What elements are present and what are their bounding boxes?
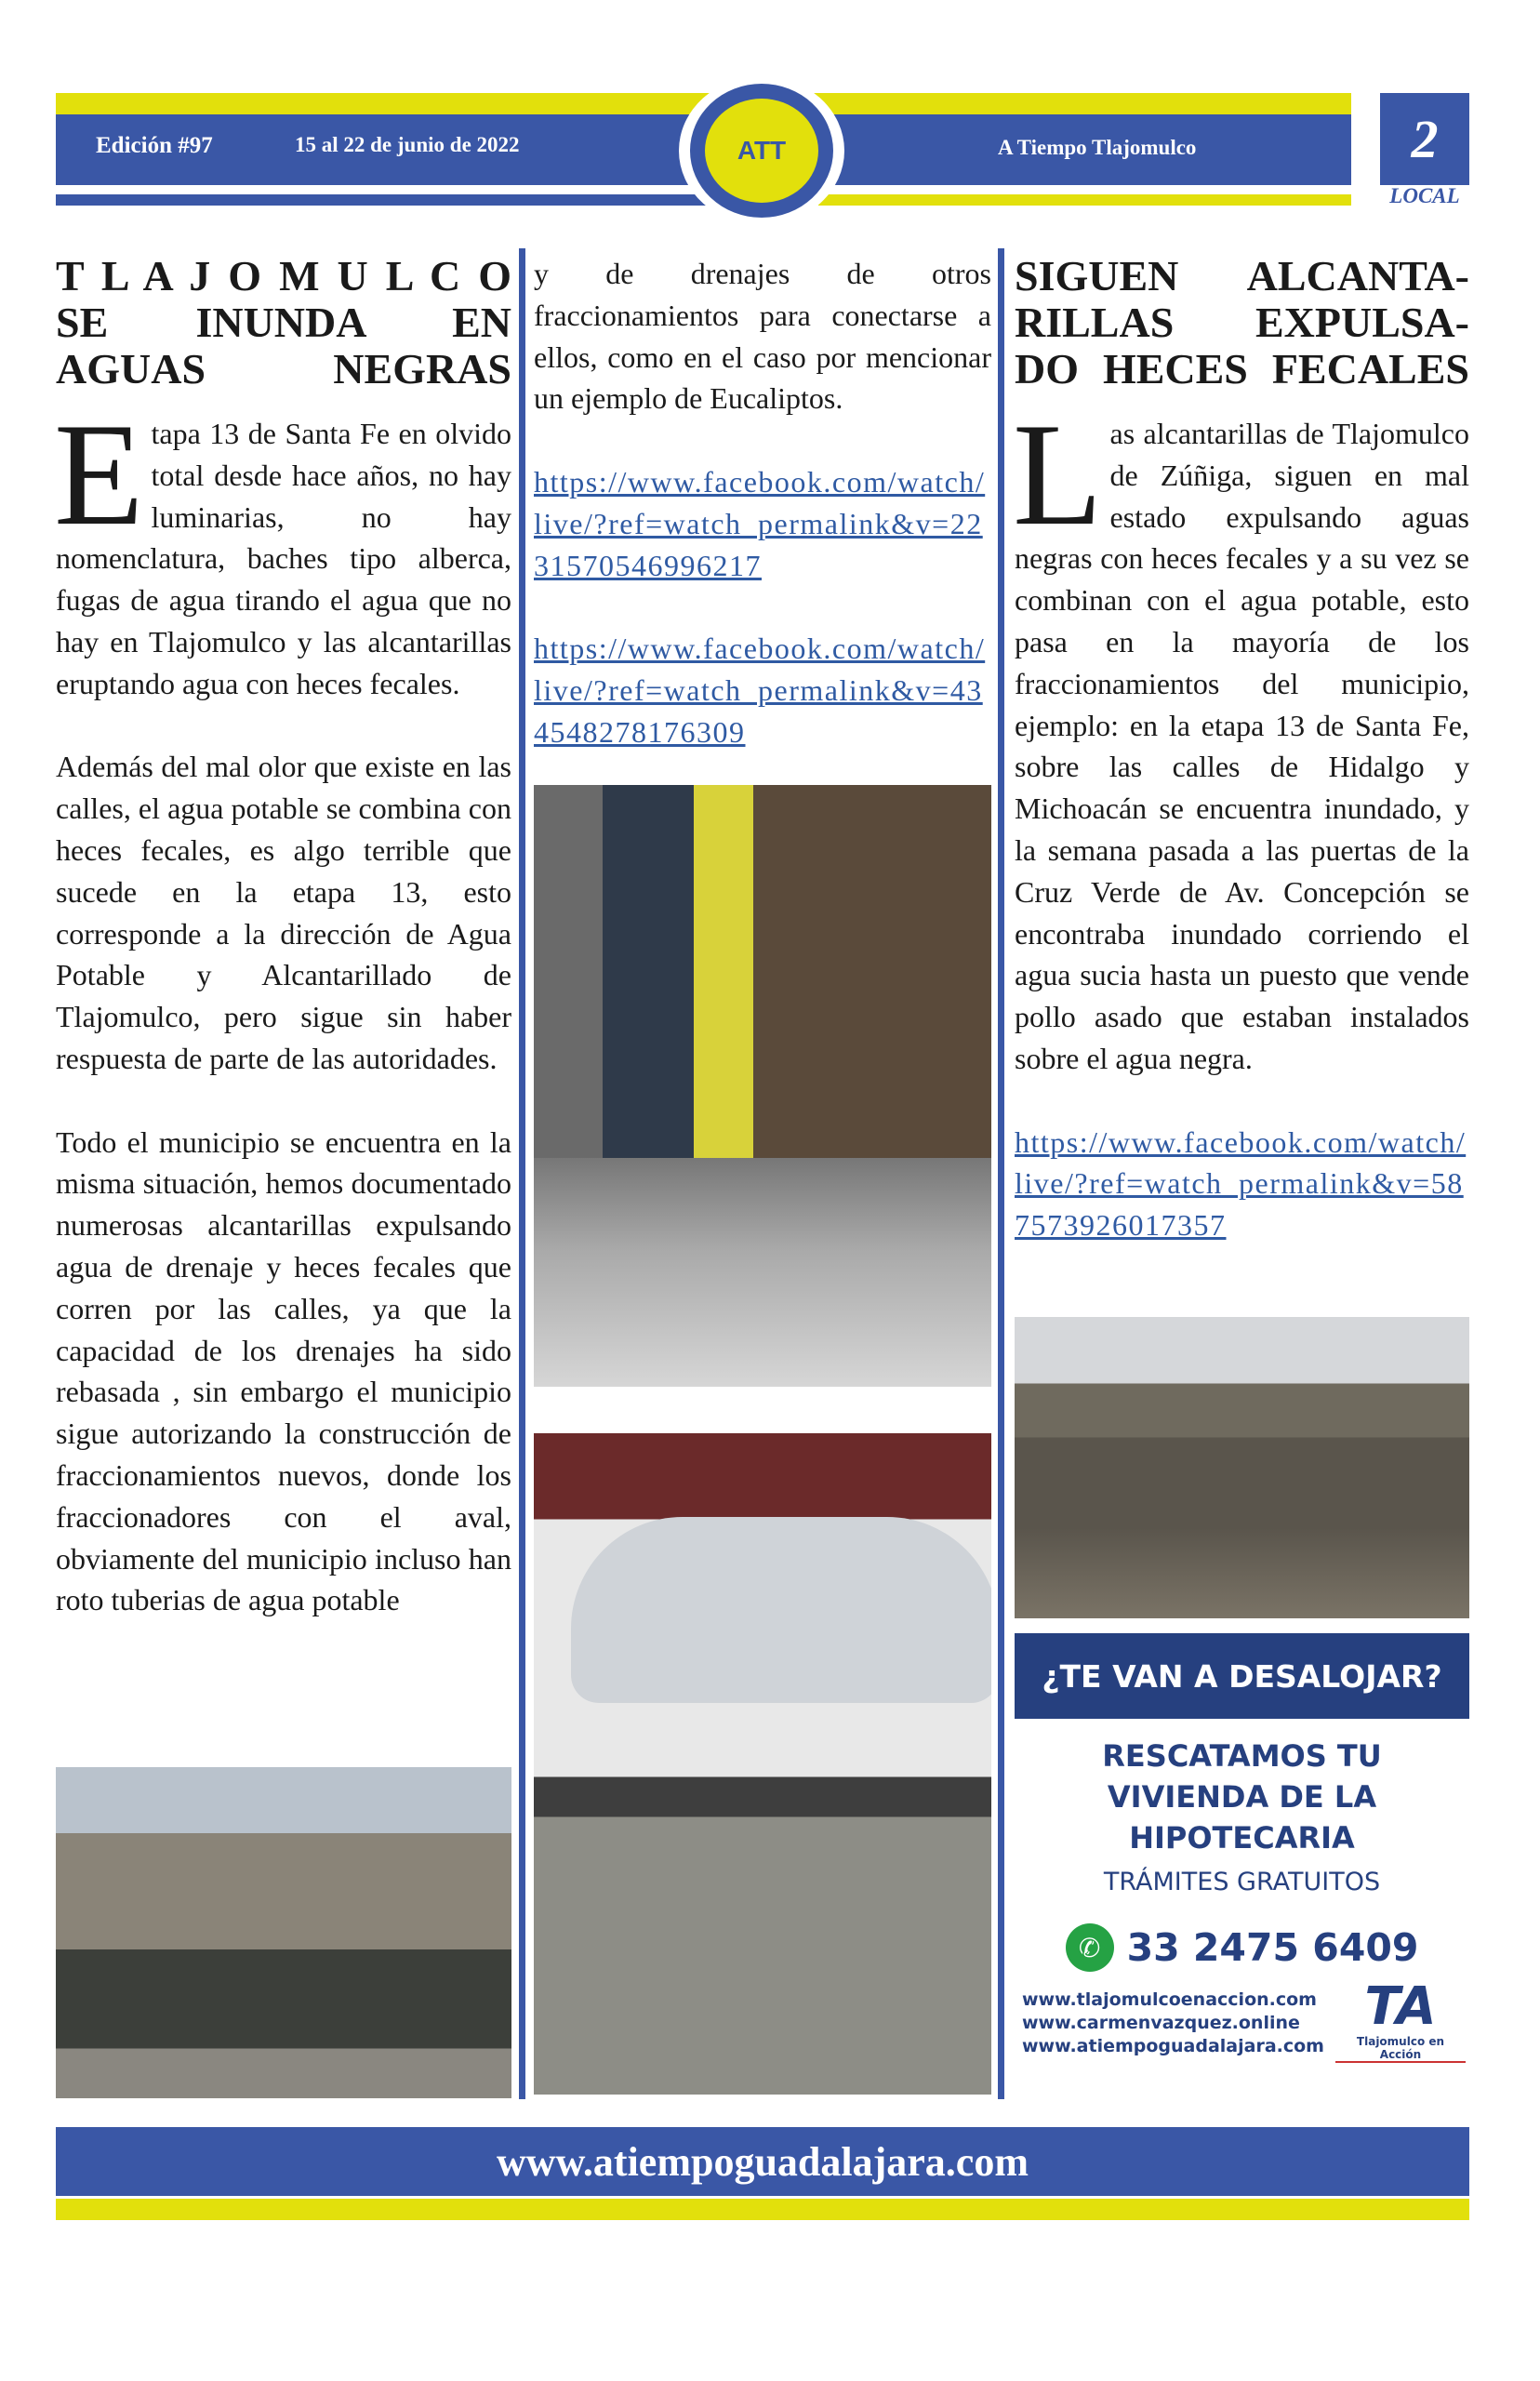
ad-line: HIPOTECARIA bbox=[1129, 1820, 1355, 1856]
headline-line: T L A J O M U L C O bbox=[56, 252, 511, 299]
article-1-paragraph: Todo el municipio se encuentra en la misma situación, hemos documentado numerosas alcantarillas expulsando agua de drenaje y heces fecales que corren por las calles, ya que la capacidad de los drenajes ha sido rebasada , sin embargo el municipio sigue autorizando la construcción de fraccionamientos nuevos, donde los fraccionadores con el aval, obviamente del municipio incluso han roto tuberias de agua potable bbox=[56, 1124, 511, 1617]
ta-logo-mark: TA bbox=[1364, 1976, 1437, 2037]
article-1-middle-column bbox=[534, 253, 991, 794]
drop-cap: L bbox=[1013, 393, 1103, 556]
ad-body bbox=[1015, 1736, 1469, 1903]
ad-phone[interactable] bbox=[1015, 1923, 1469, 1972]
publication-name: A Tiempo Tlajomulco bbox=[998, 136, 1197, 159]
headline-line: RILLAS EXPULSA- bbox=[1015, 299, 1469, 346]
logo-initials: ATT bbox=[737, 136, 787, 165]
page-number: 2 bbox=[1411, 109, 1439, 169]
paragraph-text: tapa 13 de Santa Fe en olvido total desde hace años, no hay luminarias, no hay nomenclatura, baches tipo alberca, fugas de agua tirando el agua que no hay en Tlajomulco y las alcantarillas eruptando agua con heces fecales. bbox=[56, 417, 511, 700]
article-1-paragraph: y de drenajes de otros fraccionamientos para conectarse a ellos, como en el caso por mencionar un ejemplo de Eucaliptos. bbox=[534, 257, 991, 416]
ta-logo bbox=[1335, 1976, 1466, 2063]
ad-line: TRÁMITES GRATUITOS bbox=[1103, 1868, 1381, 1896]
section-label: LOCAL bbox=[1389, 184, 1460, 207]
header-stripe-right bbox=[818, 194, 1351, 206]
whatsapp-icon: ✆ bbox=[1066, 1923, 1114, 1972]
page-number-box bbox=[1380, 93, 1469, 185]
headline-line: SIGUEN ALCANTA- bbox=[1015, 252, 1469, 299]
article-1-left-column bbox=[56, 253, 511, 1621]
ta-logo-caption: Tlajomulco en Acción bbox=[1335, 2035, 1466, 2063]
facebook-video-link[interactable]: https://www.facebook.com/watch/live/?ref=watch_permalink&v=434548278176309 bbox=[534, 632, 986, 749]
ad-banner-text: ¿TE VAN A DESALOJAR? bbox=[1042, 1657, 1442, 1695]
drop-cap: E bbox=[54, 393, 144, 556]
street-vendor-photo bbox=[534, 785, 991, 1387]
facebook-video-link[interactable]: https://www.facebook.com/watch/live/?ref=watch_permalink&v=587573926017357 bbox=[1015, 1124, 1467, 1243]
column-divider bbox=[998, 248, 1004, 2099]
ad-websites bbox=[1022, 1989, 1324, 2058]
flooded-lot-photo bbox=[56, 1767, 511, 2098]
article-1-headline bbox=[56, 253, 511, 392]
flooded-street-photo bbox=[1015, 1317, 1469, 1618]
publication-logo bbox=[679, 76, 844, 225]
phone-number: 33 2475 6409 bbox=[1126, 1925, 1419, 1970]
edition-dates: 15 al 22 de junio de 2022 bbox=[295, 133, 520, 156]
ad-website[interactable]: www.tlajomulcoenaccion.com bbox=[1022, 1989, 1317, 2010]
ad-line: RESCATAMOS TU bbox=[1102, 1738, 1382, 1774]
column-divider bbox=[519, 248, 525, 2099]
footer-url[interactable]: www.atiempoguadalajara.com bbox=[497, 2138, 1029, 2185]
edition-label: Edición #97 bbox=[96, 133, 213, 158]
article-1-paragraph: Además del mal olor que existe en las calles, el agua potable se combina con heces fecales, es algo terrible que sucede en la etapa 13, esto corresponde a la dirección de Agua Potable y Alcantarillado de Tlajomulco, pero sigue sin haber respuesta de parte de las autoridades. bbox=[56, 750, 511, 1075]
header-stripe-left bbox=[56, 194, 707, 206]
headline-line: DO HECES FECALES bbox=[1015, 345, 1469, 392]
paragraph-text: as alcantarillas de Tlajomulco de Zúñiga, siguen en mal estado expulsando aguas negras con heces fecales y a su vez se combinan con el agua potable, esto pasa en la mayoría de los fraccionamientos del municipio, ejemplo: en la etapa 13 de Santa Fe, sobre las calles de Hidalgo y Michoacán se encuentra inundado, y la semana pasada a las puertas de la Cruz Verde de Av. Concepción se encontraba inundado corriendo el agua sucia hasta un puesto que vende pollo asado que estaban instalados sobre el agua negra. bbox=[1015, 417, 1469, 1075]
footer-bar bbox=[56, 2127, 1469, 2196]
footer-yellow-bar bbox=[56, 2199, 1469, 2220]
article-2-paragraph bbox=[1013, 393, 1469, 1080]
ad-line: VIVIENDA DE LA bbox=[1107, 1779, 1377, 1815]
ad-website[interactable]: www.carmenvazquez.online bbox=[1022, 2013, 1300, 2033]
article-1-paragraph bbox=[54, 393, 511, 705]
ad-banner bbox=[1015, 1633, 1469, 1719]
ad-website[interactable]: www.atiempoguadalajara.com bbox=[1022, 2036, 1324, 2056]
headline-line: AGUAS NEGRAS bbox=[56, 345, 511, 392]
facebook-video-link[interactable]: https://www.facebook.com/watch/live/?ref=watch_permalink&v=2231570546996217 bbox=[534, 464, 986, 582]
advertisement bbox=[1015, 1633, 1469, 2070]
car-flooded-street-photo bbox=[534, 1433, 991, 2095]
article-2-column bbox=[1015, 253, 1469, 1288]
article-2-headline bbox=[1015, 253, 1469, 392]
headline-line: SE INUNDA EN bbox=[56, 299, 511, 346]
